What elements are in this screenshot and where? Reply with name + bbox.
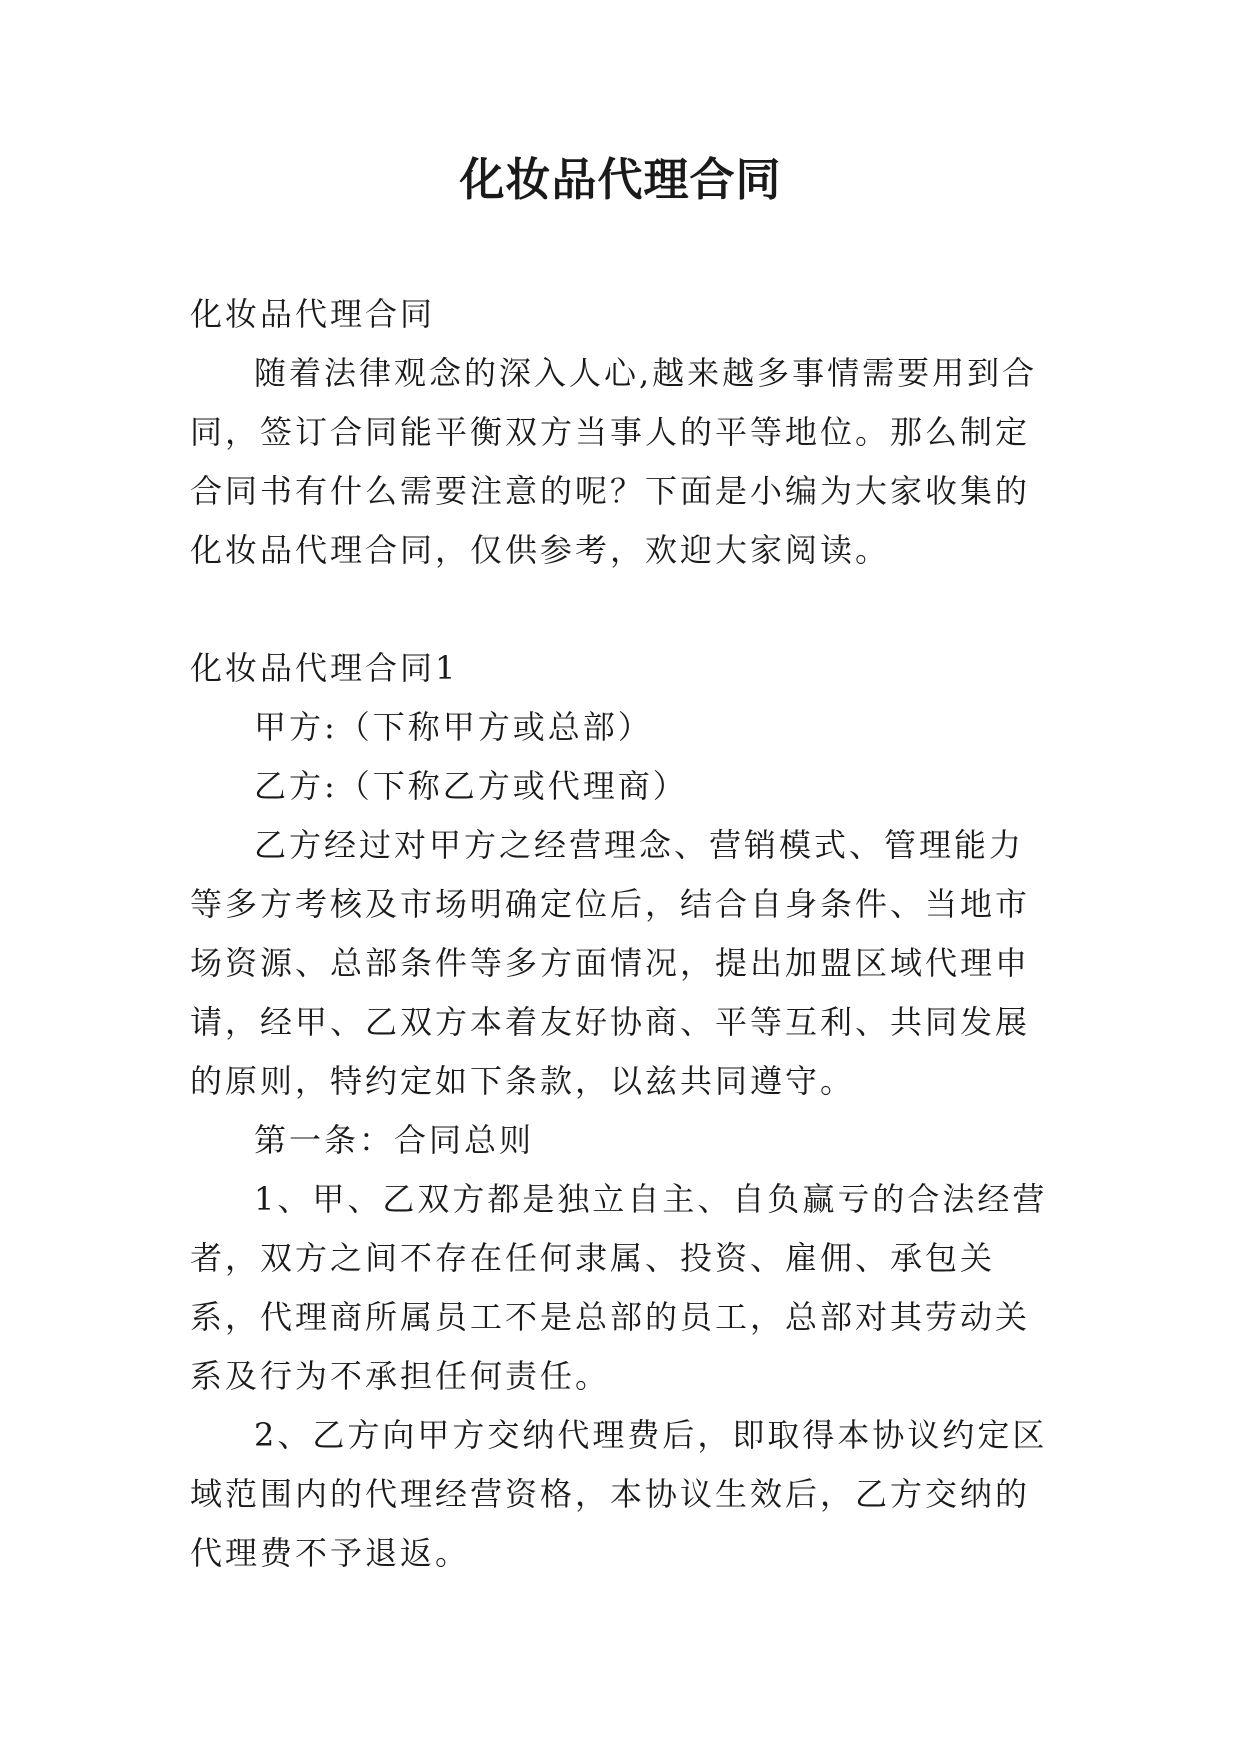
document-title: 化妆品代理合同 — [459, 153, 782, 206]
preamble-paragraph: 乙方经过对甲方之经营理念、营销模式、管理能力等多方考核及市场明确定位后，结合自身条件、当地市场资源、总部条件等多方面情况，提出加盟区域代理申请，经甲、乙双方本着友好协商、平等互利、共同发展的原则，特约定如下条款，以兹共同遵守。 — [190, 826, 1031, 1100]
article-1-title: 第一条：合同总则 — [254, 1121, 535, 1159]
party-b-line: 乙方:（下称乙方或代理商） — [254, 767, 688, 805]
subtitle: 化妆品代理合同 — [190, 295, 436, 333]
contract-heading: 化妆品代理合同1 — [190, 649, 459, 687]
clause-2-paragraph: 2、乙方向甲方交纳代理费后，即取得本协议约定区域范围内的代理经营资格，本协议生效后，乙方交纳的代理费不予退返。 — [190, 1416, 1048, 1572]
clause-1-paragraph: 1、甲、乙双方都是独立自主、自负赢亏的合法经营者，双方之间不存在任何隶属、投资、雇佣、承包关系，代理商所属员工不是总部的员工，总部对其劳动关系及行为不承担任何责任。 — [190, 1180, 1048, 1395]
paragraph-gap — [190, 580, 1050, 639]
party-a-line: 甲方:（下称甲方或总部） — [254, 708, 653, 746]
intro-paragraph: 随着法律观念的深入人心,越来越多事情需要用到合同，签订合同能平衡双方当事人的平等地位。那么制定合同书有什么需要注意的呢？下面是小编为大家收集的化妆品代理合同，仅供参考，欢迎大家阅读。 — [190, 354, 1038, 569]
document-body — [190, 285, 1050, 1583]
